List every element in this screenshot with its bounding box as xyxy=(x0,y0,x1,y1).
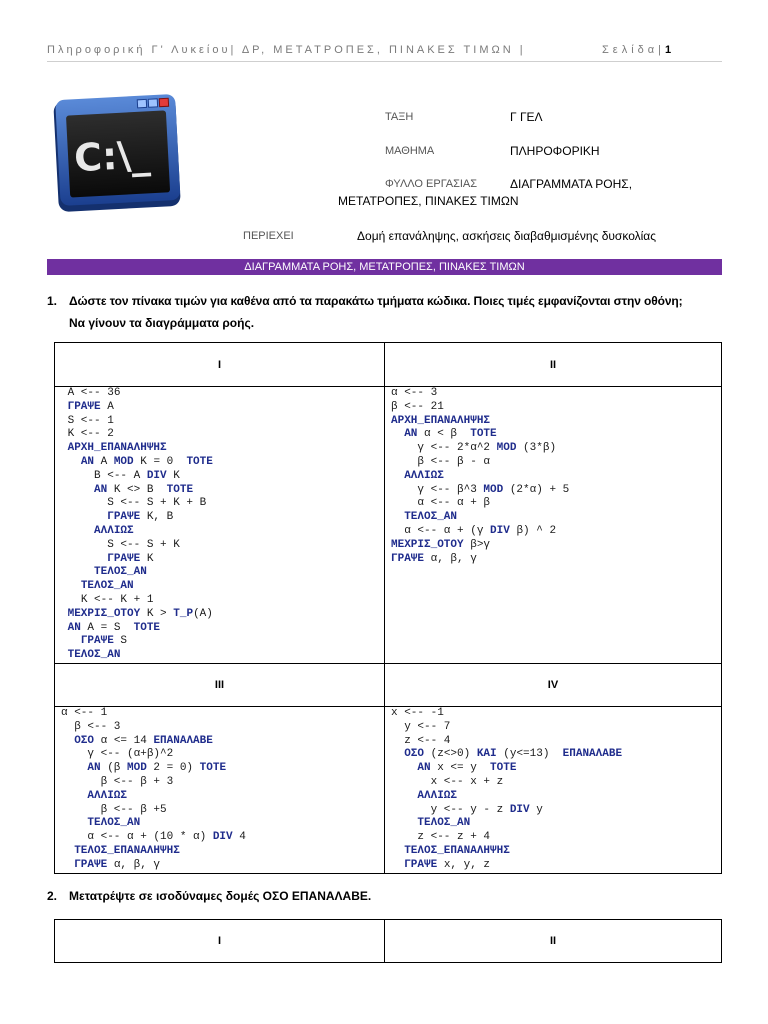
contains-label: ΠΕΡΙΕΧΕΙ xyxy=(243,230,294,242)
code-text: Α <-- 36 xyxy=(67,387,121,399)
code-line xyxy=(61,539,384,553)
code-keyword: ΤΟΤΕ xyxy=(199,762,227,775)
code-keyword: ΓΡΑΨΕ xyxy=(74,858,108,871)
contains-value: Δομή επανάληψης, ασκήσεις διαβαθμισμένης δυσκολίας xyxy=(357,229,657,243)
code-keyword: DIV xyxy=(212,831,233,844)
code-line xyxy=(61,735,384,749)
code-text: y xyxy=(529,803,543,816)
code-text: α <-- 3 xyxy=(391,387,438,399)
code-text: x <= y xyxy=(430,762,491,775)
code-keyword: ΑΡΧΗ_ΕΠΑΝΑΛΗΨΗΣ xyxy=(391,414,491,427)
code-line xyxy=(391,497,721,511)
subject-label: ΜΑΘΗΜΑ xyxy=(385,145,435,157)
code-line xyxy=(61,804,384,818)
code-text: Κ > xyxy=(140,607,174,620)
code-text: α <= 14 xyxy=(94,734,154,747)
table2-header-i: I xyxy=(55,920,385,963)
code-keyword: ΑΝ xyxy=(417,762,431,775)
code-cell-i xyxy=(55,387,385,664)
code-text: (3*β) xyxy=(516,442,557,455)
code-line xyxy=(391,735,721,749)
code-text: α < β xyxy=(417,428,471,441)
code-line xyxy=(61,649,384,663)
question-1-number: 1. xyxy=(47,294,58,308)
table-header-iv: IV xyxy=(385,664,722,707)
code-keyword: MOD xyxy=(496,442,517,455)
code-line xyxy=(61,594,384,608)
worksheet-value-line1: ΔΙΑΓΡΑΜΜΑΤΑ ΡΟΗΣ, xyxy=(510,177,633,191)
code-line xyxy=(391,442,721,456)
code-keyword: MOD xyxy=(127,762,147,775)
code-line xyxy=(61,721,384,735)
code-text: Κ <> Β xyxy=(107,483,167,496)
code-text: Κ <-- 2 xyxy=(67,428,114,441)
code-keyword: ΓΡΑΨΕ xyxy=(80,635,114,648)
code-line xyxy=(391,484,721,498)
code-text: y <-- 7 xyxy=(404,720,451,733)
code-block xyxy=(55,387,384,663)
code-text: x, y, z xyxy=(437,858,491,871)
code-keyword: ΑΝ xyxy=(67,621,81,634)
code-text: α <-- α + (10 * α) xyxy=(87,831,213,844)
code-line xyxy=(391,790,721,804)
code-line xyxy=(61,622,384,636)
code-text: β <-- 21 xyxy=(391,400,444,413)
code-block xyxy=(385,387,721,566)
code-block xyxy=(55,707,384,873)
code-text: S <-- S + Κ xyxy=(107,538,180,551)
code-keyword: MOD xyxy=(113,455,134,468)
code-line xyxy=(61,525,384,539)
code-keyword: ΤΟΤΕ xyxy=(166,483,194,496)
code-line xyxy=(61,817,384,831)
code-keyword: ΤΕΛΟΣ_ΑΝ xyxy=(87,817,141,830)
code-text: α <-- α + (γ xyxy=(404,524,491,537)
subject-value: ΠΛΗΡΟΦΟΡΙΚΗ xyxy=(510,144,600,158)
code-line xyxy=(61,484,384,498)
code-text: Κ, Β xyxy=(140,511,174,524)
code-text: γ <-- 2*α^2 xyxy=(417,442,497,455)
code-line xyxy=(391,831,721,845)
code-text: Κ xyxy=(140,552,154,565)
code-line xyxy=(391,553,721,567)
class-value: Γ ΓΕΛ xyxy=(510,110,543,124)
code-text: S <-- S + Κ + Β xyxy=(107,497,207,510)
code-keyword: MOD xyxy=(483,483,504,496)
code-line xyxy=(61,553,384,567)
code-line xyxy=(391,401,721,415)
code-text: y <-- y - z xyxy=(430,803,510,816)
table-header-iii: III xyxy=(55,664,385,707)
code-line xyxy=(61,762,384,776)
code-keyword: ΤΕΛΟΣ_ΑΝ xyxy=(404,511,458,524)
table-header-i: I xyxy=(55,343,385,387)
code-keyword: ΑΝ xyxy=(94,483,108,496)
code-text: (Α) xyxy=(193,607,213,620)
code-keyword: DIV xyxy=(490,524,510,537)
code-line xyxy=(61,635,384,649)
code-keyword: ΟΣΟ xyxy=(74,734,95,747)
code-line xyxy=(61,456,384,470)
code-keyword: ΤΕΛΟΣ_ΑΝ xyxy=(67,649,121,662)
page-label xyxy=(602,44,671,56)
code-text: Β <-- Α xyxy=(94,469,147,482)
code-line xyxy=(61,748,384,762)
code-line xyxy=(61,831,384,845)
code-line xyxy=(61,401,384,415)
code-line xyxy=(391,470,721,484)
code-text: Κ <-- Κ + 1 xyxy=(80,593,154,606)
code-keyword: ΤΕΛΟΣ_ΕΠΑΝΑΛΗΨΗΣ xyxy=(74,844,180,857)
code-line xyxy=(391,762,721,776)
code-keyword: ΤΟΤΕ xyxy=(133,621,161,634)
code-line xyxy=(391,428,721,442)
question-2-number: 2. xyxy=(47,889,58,903)
code-text: (β xyxy=(100,762,128,775)
table2-header-ii: II xyxy=(385,920,722,963)
code-keyword: ΤΕΛΟΣ_ΑΝ xyxy=(94,566,147,579)
code-text: (2*α) + 5 xyxy=(503,483,570,496)
code-line xyxy=(61,387,384,401)
code-keyword: ΑΛΛΙΩΣ xyxy=(417,789,458,802)
code-text: z <-- 4 xyxy=(404,734,451,747)
code-keyword: ΤΕΛΟΣ_ΑΝ xyxy=(417,817,471,830)
code-keyword: ΜΕΧΡΙΣ_ΟΤΟΥ xyxy=(67,607,141,620)
code-text: (z<>0) xyxy=(424,748,477,761)
code-keyword: ΓΡΑΨΕ xyxy=(107,511,141,524)
code-keyword: ΕΠΑΝΑΛΑΒΕ xyxy=(562,748,623,761)
code-text: Α xyxy=(94,455,114,468)
code-text: β <-- β +5 xyxy=(100,803,167,816)
code-line xyxy=(391,387,721,401)
code-line xyxy=(61,580,384,594)
code-line xyxy=(61,470,384,484)
code-line xyxy=(391,776,721,790)
code-keyword: ΓΡΑΨΕ xyxy=(404,858,438,871)
code-keyword: ΤΕΛΟΣ_ΕΠΑΝΑΛΗΨΗΣ xyxy=(404,844,510,857)
page-label-text: Σελίδα| xyxy=(602,44,665,56)
code-keyword: ΤΟΤΕ xyxy=(470,428,497,441)
code-line xyxy=(61,776,384,790)
logo-text: C:\_ xyxy=(73,132,152,181)
code-keyword: ΕΠΑΝΑΛΑΒΕ xyxy=(153,734,213,747)
code-line xyxy=(391,804,721,818)
code-line xyxy=(61,415,384,429)
code-keyword: ΜΕΧΡΙΣ_ΟΤΟΥ xyxy=(391,538,464,551)
code-keyword: ΑΛΛΙΩΣ xyxy=(87,789,128,802)
code-line xyxy=(391,456,721,470)
code-text: Κ xyxy=(166,469,180,482)
code-text: α <-- 1 xyxy=(61,707,108,719)
code-text: β) ^ 2 xyxy=(509,524,557,537)
code-line xyxy=(391,859,721,873)
code-keyword: ΑΛΛΙΩΣ xyxy=(404,469,444,482)
class-label: ΤΑΞΗ xyxy=(385,111,414,123)
code-keyword: ΟΣΟ xyxy=(404,748,425,761)
code-text: β <-- β - α xyxy=(417,455,491,468)
code-text: S <-- 1 xyxy=(67,414,114,427)
code-line xyxy=(61,845,384,859)
question-1 xyxy=(47,290,722,334)
code-text: β <-- 3 xyxy=(74,720,121,733)
code-cell-iv xyxy=(385,707,722,874)
code-keyword: ΑΡΧΗ_ΕΠΑΝΑΛΗΨΗΣ xyxy=(67,442,167,455)
conversion-table xyxy=(54,919,722,963)
code-text: Α xyxy=(100,400,114,413)
worksheet-label: ΦΥΛΛΟ ΕΡΓΑΣΙΑΣ xyxy=(385,178,478,190)
code-text: x <-- -1 xyxy=(391,707,444,719)
code-text: α <-- α + β xyxy=(417,497,491,510)
code-keyword: ΤΟΤΕ xyxy=(490,762,517,775)
code-keyword: ΑΛΛΙΩΣ xyxy=(94,524,134,537)
code-block xyxy=(385,707,721,873)
code-text: 2 = 0) xyxy=(146,762,200,775)
page-number: 1 xyxy=(665,44,672,56)
code-text: 4 xyxy=(232,831,246,844)
code-text: α, β, γ xyxy=(107,858,161,871)
code-cell-ii xyxy=(385,387,722,664)
code-text: Α = S xyxy=(80,621,134,634)
code-keyword: ΤΕΛΟΣ_ΑΝ xyxy=(80,580,134,593)
code-line xyxy=(391,748,721,762)
code-cell-iii xyxy=(55,707,385,874)
code-line xyxy=(61,707,384,721)
code-keyword: ΑΝ xyxy=(404,428,418,441)
worksheet-value-line2: ΜΕΤΑΤΡΟΠΕΣ, ΠΙΝΑΚΕΣ ΤΙΜΩΝ xyxy=(338,194,519,208)
code-text: β>γ xyxy=(463,538,491,551)
header-title: Πληροφορική Γ' Λυκείου| ΔΡ, ΜΕΤΑΤΡΟΠΕΣ, ΠΙΝΑΚΕΣ ΤΙΜΩΝ | xyxy=(47,44,526,56)
code-line xyxy=(61,608,384,622)
code-line xyxy=(391,511,721,525)
question-1-line1: Δώστε τον πίνακα τιμών για καθένα από τα παρακάτω τμήματα κώδικα. Ποιες τιμές εμφανίζονται στην οθόνη; xyxy=(69,294,683,308)
command-prompt-icon xyxy=(52,93,182,213)
code-line xyxy=(391,845,721,859)
code-keyword: DIV xyxy=(146,469,167,482)
code-text: (y<=13) xyxy=(496,748,563,761)
code-line xyxy=(391,721,721,735)
code-table xyxy=(54,342,722,874)
code-keyword: ΚΑΙ xyxy=(476,748,497,761)
code-text: S xyxy=(113,635,128,648)
code-line xyxy=(391,525,721,539)
code-keyword: ΓΡΑΨΕ xyxy=(391,552,425,565)
code-keyword: ΓΡΑΨΕ xyxy=(107,552,141,565)
code-keyword: ΑΝ xyxy=(80,455,95,468)
question-2 xyxy=(47,885,722,907)
code-line xyxy=(391,415,721,429)
code-text: γ <-- β^3 xyxy=(417,483,484,496)
code-line xyxy=(61,511,384,525)
code-text: x <-- x + z xyxy=(430,775,504,788)
code-text: Κ = 0 xyxy=(133,455,187,468)
code-text: z <-- z + 4 xyxy=(417,831,491,844)
code-line xyxy=(61,428,384,442)
code-line xyxy=(61,859,384,873)
question-2-text: Μετατρέψτε σε ισοδύναμες δομές ΟΣΟ ΕΠΑΝΑΛΑΒΕ. xyxy=(69,889,372,903)
code-text: γ <-- (α+β)^2 xyxy=(87,748,174,761)
code-line xyxy=(391,817,721,831)
code-line xyxy=(61,566,384,580)
table-header-ii: II xyxy=(385,343,722,387)
code-line xyxy=(61,790,384,804)
header-divider xyxy=(47,61,722,62)
code-line xyxy=(61,497,384,511)
code-keyword: ΓΡΑΨΕ xyxy=(67,400,101,413)
page-header xyxy=(47,44,722,56)
code-keyword: DIV xyxy=(509,803,530,816)
code-line xyxy=(391,539,721,553)
code-text: α, β, γ xyxy=(424,552,477,565)
code-line xyxy=(61,442,384,456)
code-keyword: Τ_Ρ xyxy=(173,607,194,620)
code-keyword: ΤΟΤΕ xyxy=(186,455,213,468)
code-text: β <-- β + 3 xyxy=(100,775,174,788)
section-title-bar: ΔΙΑΓΡΑΜΜΑΤΑ ΡΟΗΣ, ΜΕΤΑΤΡΟΠΕΣ, ΠΙΝΑΚΕΣ ΤΙΜΩΝ xyxy=(47,259,722,275)
code-line xyxy=(391,707,721,721)
code-keyword: ΑΝ xyxy=(87,762,101,775)
question-1-line2: Να γίνουν τα διαγράμματα ροής. xyxy=(69,316,255,330)
